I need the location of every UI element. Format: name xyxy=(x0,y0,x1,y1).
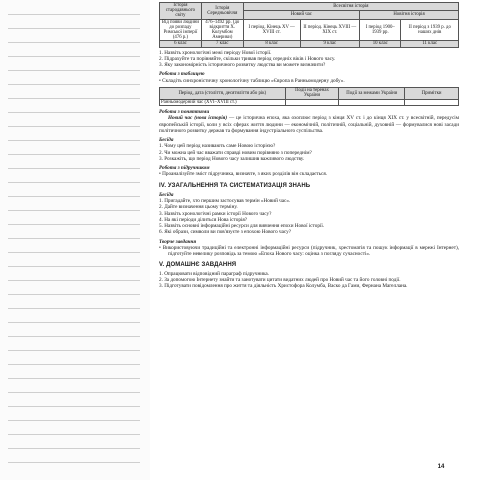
questions-list xyxy=(159,50,459,69)
grade-cell: 7 клас xyxy=(201,41,243,47)
synchronistic-table xyxy=(159,87,459,106)
list-item: 1. Чому цей період називають саме Новою історією? xyxy=(159,143,276,150)
cell-newest-1: I період 1900–1939 рр. xyxy=(360,19,401,41)
section-4-list xyxy=(159,198,459,236)
section-4-conversation-heading: Бесіда xyxy=(159,191,174,198)
header-world: Всесвітня історія xyxy=(243,3,458,11)
cell-newest-2: II період з 1939 р. до наших днів xyxy=(401,19,459,41)
table-cell xyxy=(405,99,459,105)
cell-ancient: Від появи людини до розпаду Римської імперії (476 р.) xyxy=(160,19,202,41)
list-item: 6. Які образи, символи ви пов'язуєте з епохою Нового часу? xyxy=(159,229,292,236)
grade-cell: 11 клас xyxy=(401,41,459,47)
section-5-title: V. ДОМАШНЄ ЗАВДАННЯ xyxy=(159,262,237,269)
notes-margin xyxy=(0,0,150,480)
list-item: 1. Опрацювати відповідний параграф підручника. xyxy=(159,270,270,277)
page-content xyxy=(159,0,459,480)
creative-task: • Використовуючи традиційні та електронні інформаційні ресурси (підручник, хрестоматія та пошук інформації в мережі Інтернет), підготуйте невелику розповідь за темою «Епоха Нового часу: оцінка з погляду сучасності». xyxy=(159,244,459,258)
creative-task-heading: Творче завдання xyxy=(159,238,197,245)
section-4-title: IV. УЗАГАЛЬНЕННЯ ТА СИСТЕМАТИЗАЦІЯ ЗНАНЬ xyxy=(159,182,311,189)
list-item: 2. За допомогою Інтернету знайти та занотувати цитати видатних людей про Новий час та його головні події. xyxy=(159,276,401,283)
concept-definition xyxy=(159,115,459,134)
page-number: 14 xyxy=(437,464,445,470)
table-cell xyxy=(285,99,339,105)
col-period: Період, дата (століття, десятиліття або рік) xyxy=(160,87,286,99)
grade-cell: 10 клас xyxy=(360,41,401,47)
header-medieval: Історія Середньовіччя xyxy=(201,3,243,20)
grade-cell: 6 клас xyxy=(160,41,202,47)
concepts-heading: Робота з поняттями xyxy=(159,109,210,116)
cell-new-2: II період. Кінець XVIII — XIX ст. xyxy=(300,19,359,41)
list-item: 4. На які періоди ділиться Нова історія? xyxy=(159,216,248,223)
header-new: Новий час xyxy=(243,11,359,19)
table-work-heading: Робота з таблицею xyxy=(159,71,205,78)
conversation-heading: Бесіда xyxy=(159,137,174,144)
list-item: 1. Назвіть хронологічні межі періоду Нової історії. xyxy=(159,49,272,56)
col-abroad: Події за межами України xyxy=(339,87,405,99)
list-item: 3. Розкажіть, що період Нового часу залишив важливого людству. xyxy=(159,155,305,162)
list-item: 3. Яку закономірність історичного розвитку людства ви можете визначити? xyxy=(159,62,326,69)
history-periods-table xyxy=(159,2,459,48)
grade-cell: 8 клас xyxy=(243,41,300,47)
grade-cell: 9 клас xyxy=(300,41,359,47)
table-work-task: • Складіть синхроністичну хронологічну таблицю «Європа в Ранньомодерну добу». xyxy=(159,77,345,84)
col-ukraine: Події на теренах України xyxy=(285,87,339,99)
concept-text: — це історична епоха, яка охоплює період з кінця XV ст. і до кінця XIX ст. у всесвітній, передусім європейській історії, коли у всіх сферах життя людини — економічній, політичній, соціальній, духовній — формувалися нові засади політичного розвитку держав та формування індустріального суспільства. xyxy=(159,115,460,134)
list-item: 2. Чи можна цей час вважати справді новим порівняно з попереднім? xyxy=(159,149,312,156)
table-cell xyxy=(339,99,405,105)
cell-medieval: 476–1492 рр. (до відкриття Х. Колумбом Америки) xyxy=(201,19,243,41)
list-item: 1. Пригадайте, хто першим застосував термін «Новий час». xyxy=(159,198,291,205)
list-item: 5. Назвіть основні інформаційні ресурси для вивчення епохи Нової історії. xyxy=(159,223,325,230)
conversation-list xyxy=(159,143,459,162)
list-item: 2. Дайте визначення цьому терміну. xyxy=(159,204,238,211)
list-item: 2. Підрахуйте та порівняйте, скільки тривав період середніх віків і Нового часу. xyxy=(159,55,336,62)
col-notes: Примітки xyxy=(405,87,459,99)
concept-term: Новий час (нова історія) xyxy=(168,115,228,122)
header-newest: Новітня історія xyxy=(360,11,459,19)
table-row: Ранньомодерний час (XVI–XVIII ст.) xyxy=(160,99,286,105)
textbook-task: • Проаналізуйте зміст підручника, визначте, з яких розділів він складається. xyxy=(159,171,328,178)
header-ancient: Історія стародавнього світу xyxy=(160,3,202,20)
homework-list xyxy=(159,271,459,290)
list-item: 3. Назвіть хронологічні рамки історії Нового часу? xyxy=(159,210,272,217)
textbook-heading: Робота з підручником xyxy=(159,165,210,172)
cell-new-1: I період. Кінець XV — XVIII ст. xyxy=(243,19,300,41)
list-item: 3. Підготувати повідомлення про життя та діяльність Христофора Колумба, Васко да Гами, Фернана Магеллана. xyxy=(159,283,408,290)
